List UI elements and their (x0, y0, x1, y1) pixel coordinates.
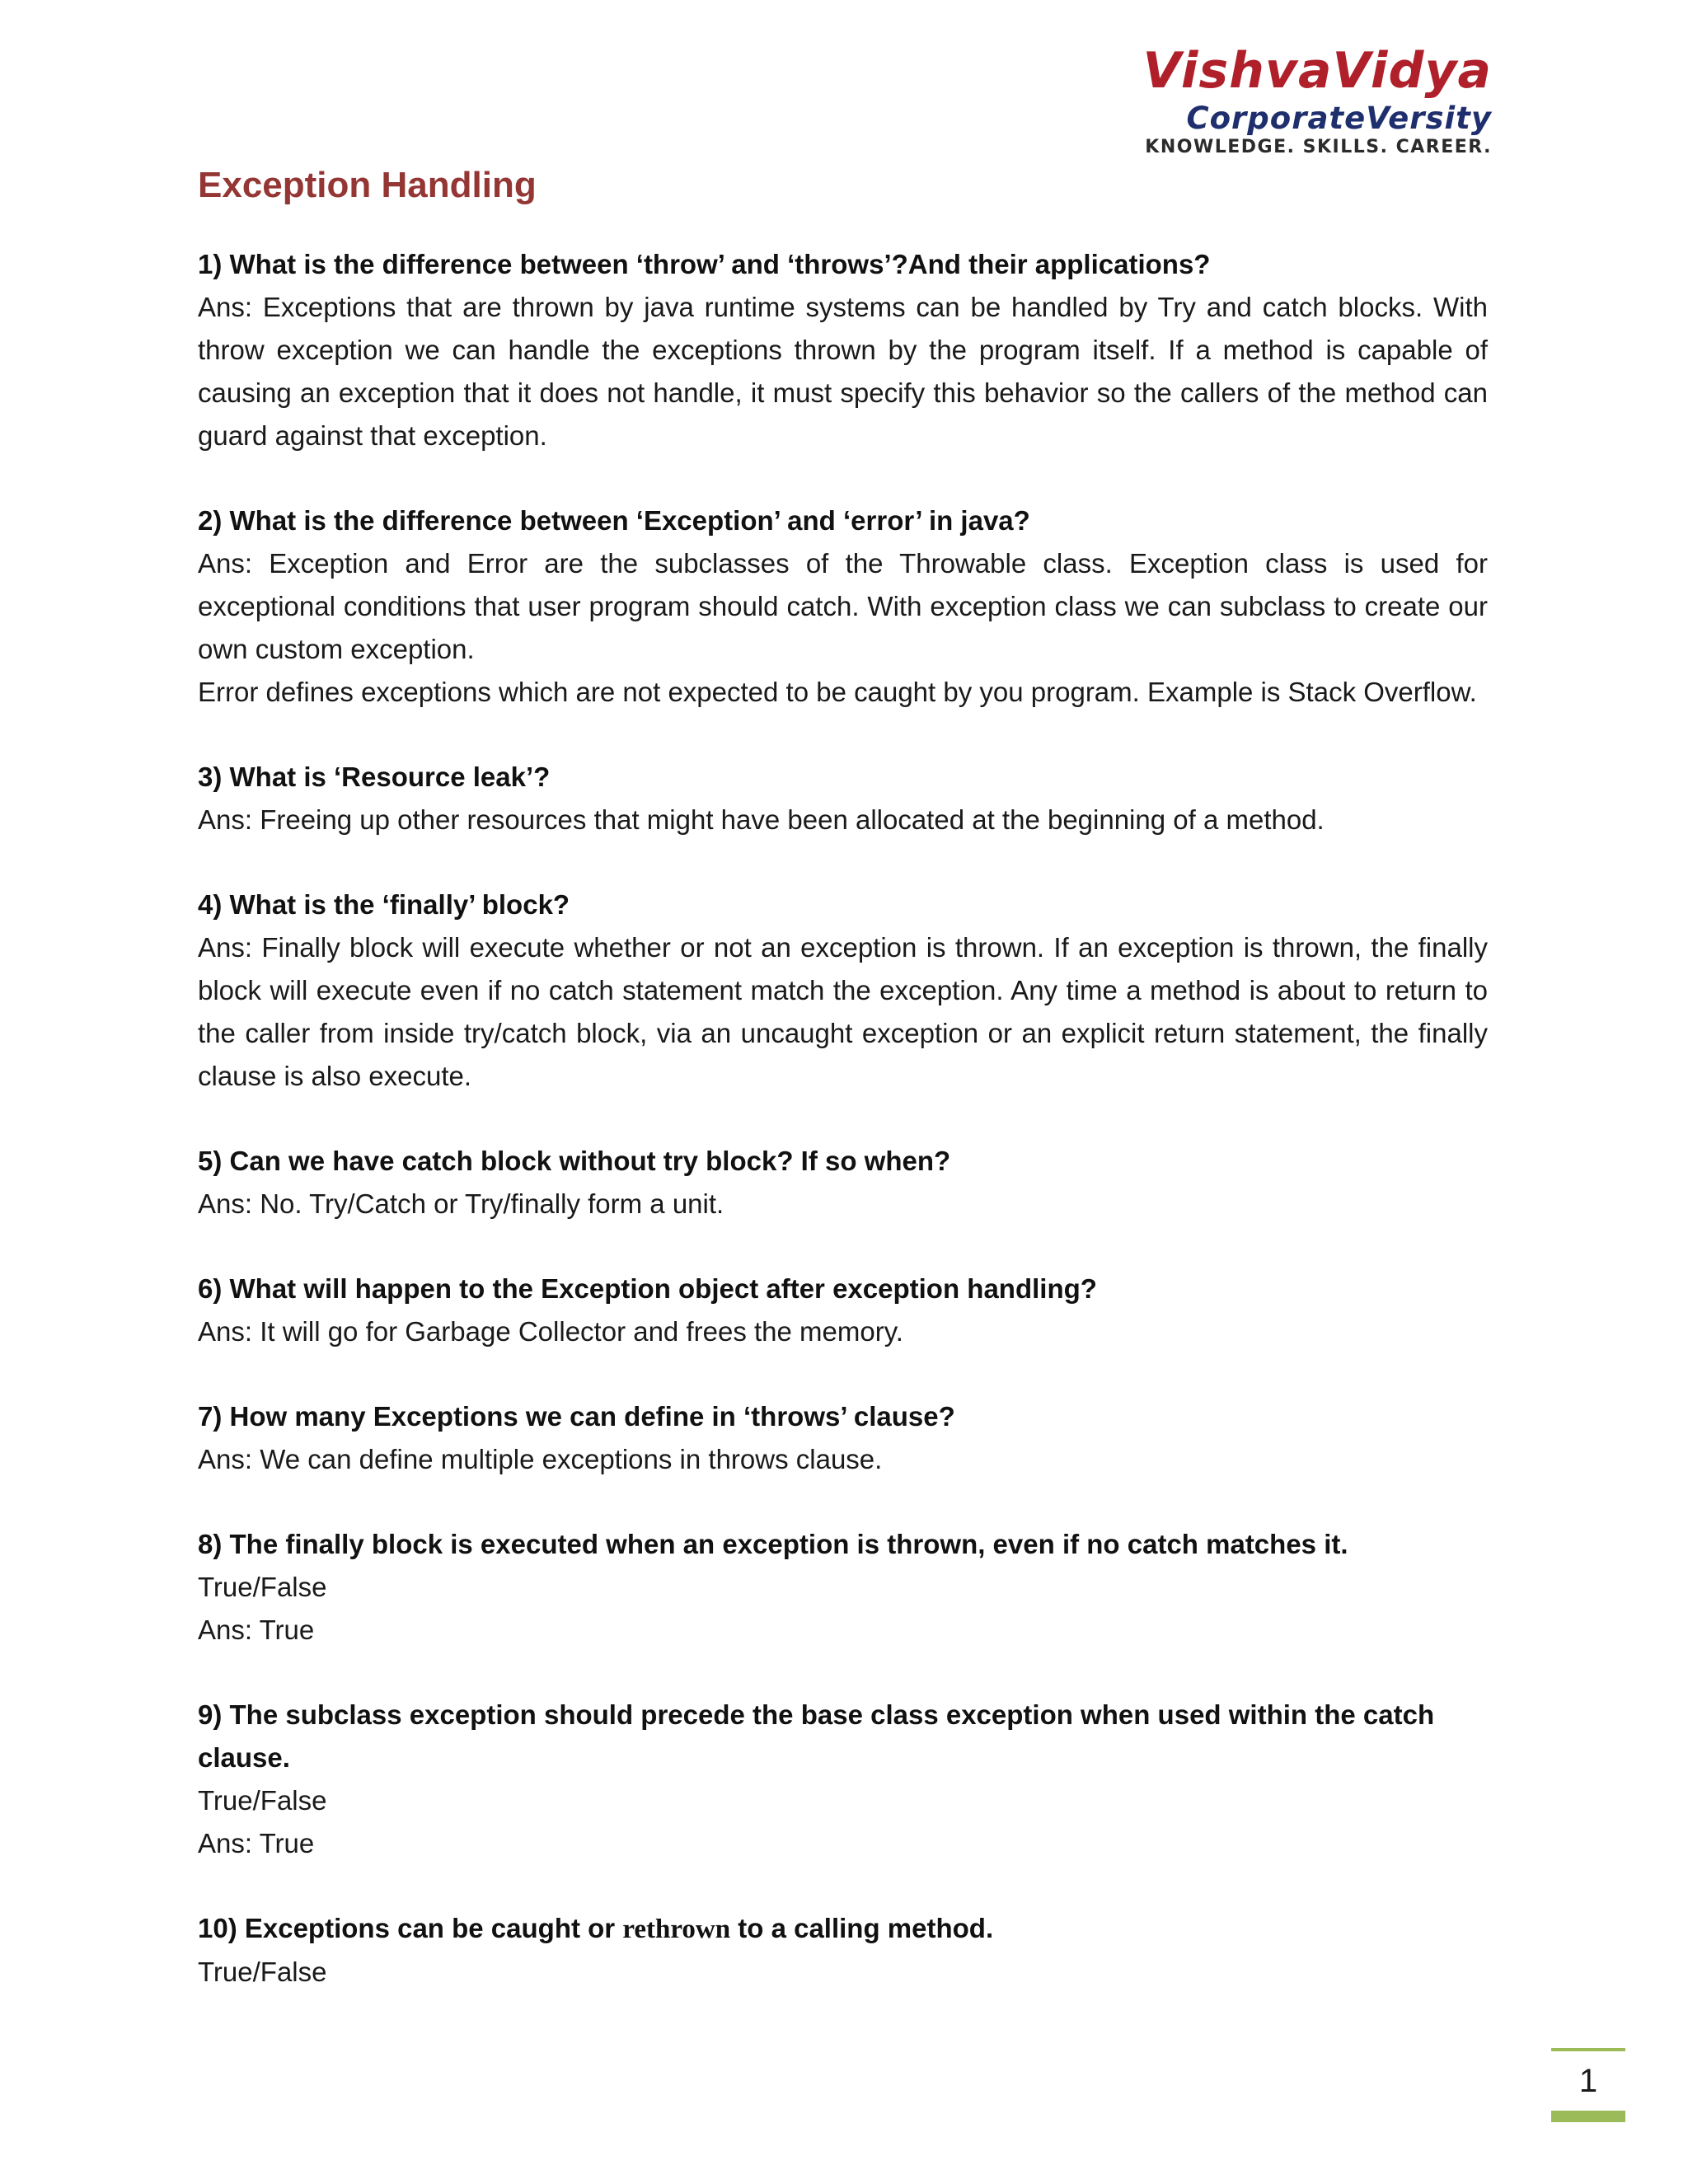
answer-1: Ans: Exceptions that are thrown by java runtime systems can be handled by Try and catch blocks. With throw exception we can handle the exceptions thrown by the program itself. If a method is capable of causing an exception that it does not handle, it must specify this behavior so the callers of the method can guard against that exception. (198, 292, 1488, 451)
page-title: Exception Handling (198, 165, 537, 205)
answer-5: Ans: No. Try/Catch or Try/finally form a unit. (198, 1188, 724, 1219)
question-10-suffix: to a calling method. (730, 1913, 994, 1943)
qa-item-3 (198, 756, 1488, 841)
question-6: 6) What will happen to the Exception object after exception handling? (198, 1273, 1097, 1304)
page-number: 1 (1578, 2063, 1598, 2099)
question-3: 3) What is ‘Resource leak’? (198, 762, 551, 792)
answer-10-options: True/False (198, 1957, 327, 1987)
question-1: 1) What is the difference between ‘throw’ and ‘throws’?And their applications? (198, 249, 1211, 279)
answer-4: Ans: Finally block will execute whether or not an exception is thrown. If an exception is thrown, the finally block will execute even if no catch statement match the exception. Any time a method is about to return to the caller from inside try/catch block, via an uncaught exception or an explicit return statement, the finally clause is also execute. (198, 932, 1488, 1091)
answer-3: Ans: Freeing up other resources that might have been allocated at the beginning of a method. (198, 804, 1325, 835)
page-number-top-rule (1551, 2048, 1625, 2051)
answer-8: Ans: True (198, 1615, 315, 1645)
answer-6: Ans: It will go for Garbage Collector and frees the memory. (198, 1316, 903, 1347)
question-10 (198, 1907, 1488, 1951)
answer-7: Ans: We can define multiple exceptions in throws clause. (198, 1444, 883, 1474)
qa-item-8 (198, 1523, 1488, 1652)
qa-item-6 (198, 1268, 1488, 1353)
question-9: 9) The subclass exception should precede the base class exception when used within the catch clause. (198, 1699, 1435, 1773)
qa-item-10 (198, 1907, 1488, 1994)
answer-2-part-2: Error defines exceptions which are not expected to be caught by you program. Example is Stack Overflow. (198, 677, 1477, 707)
brand-logo (1063, 41, 1492, 158)
logo-tagline: KNOWLEDGE. SKILLS. CAREER. (1145, 137, 1492, 157)
qa-item-1 (198, 243, 1488, 457)
question-4: 4) What is the ‘finally’ block? (198, 889, 570, 920)
answer-2-part-1: Ans: Exception and Error are the subclasses of the Throwable class. Exception class is used for exceptional conditions that user program should catch. With exception class we can subclass to create our own custom exception. (198, 548, 1488, 664)
qa-item-5 (198, 1140, 1488, 1226)
question-7: 7) How many Exceptions we can define in ‘throws’ clause? (198, 1401, 955, 1432)
page-number-box (1551, 2048, 1625, 2122)
qa-item-7 (198, 1395, 1488, 1481)
page-number-bottom-bar (1551, 2111, 1625, 2122)
qa-item-4 (198, 883, 1488, 1098)
qa-item-2 (198, 499, 1488, 714)
question-8: 8) The finally block is executed when an exception is thrown, even if no catch matches it. (198, 1529, 1348, 1559)
document-body (198, 161, 1488, 2036)
logo-subname: CorporateVersity (1186, 101, 1492, 136)
answer-9: Ans: True (198, 1828, 315, 1858)
question-2: 2) What is the difference between ‘Exception’ and ‘error’ in java? (198, 505, 1030, 536)
qa-item-9 (198, 1694, 1488, 1865)
logo-name: VishvaVidya (1142, 42, 1492, 100)
answer-8-options: True/False (198, 1572, 327, 1602)
answer-9-options: True/False (198, 1785, 327, 1816)
question-5: 5) Can we have catch block without try block? If so when? (198, 1146, 951, 1176)
question-10-serif-word: rethrown (622, 1915, 731, 1944)
question-10-prefix: 10) Exceptions can be caught or (198, 1913, 623, 1943)
